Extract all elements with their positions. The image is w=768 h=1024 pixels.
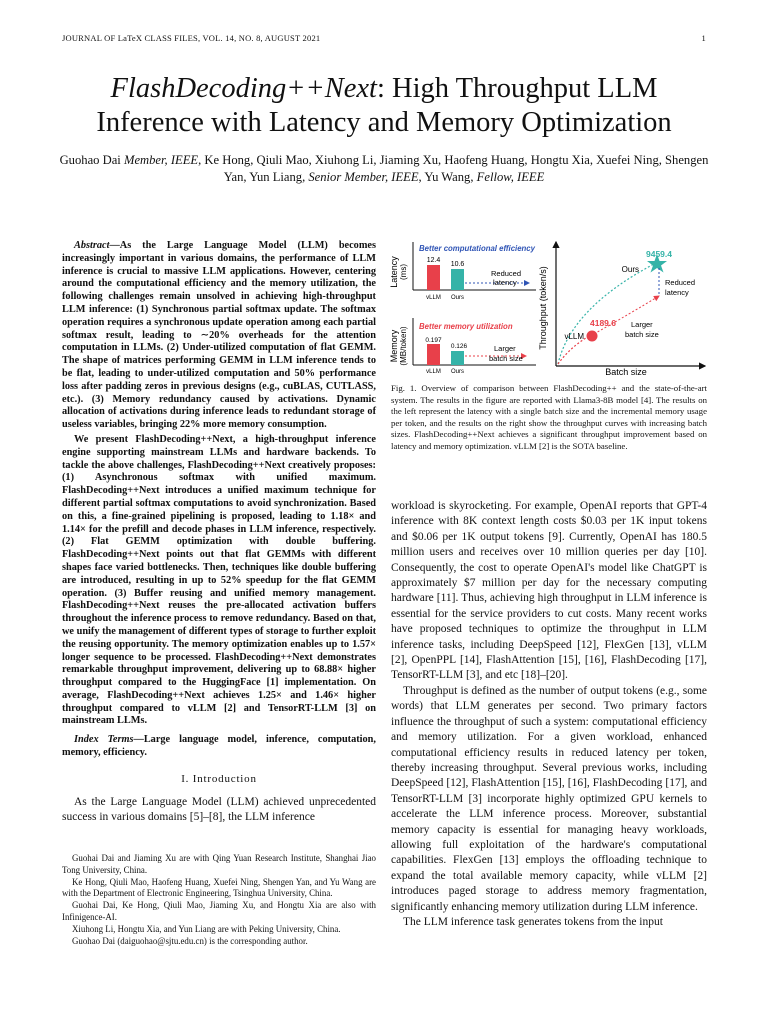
figure-1 [391,238,707,378]
latency-tick-ours: Ours [450,295,465,301]
latency-bar-ours [451,269,464,290]
figure-1-graphic [391,238,707,378]
index-terms-text: —Large language model, inference, computation, memory, efficiency. [62,734,376,759]
footnote: Ke Hong, Qiuli Mao, Haofeng Huang, Xuefei Ning, Shengen Yan, and Yu Wang are with the Department of Electronic Engineering, Tsinghua University, China. [62,876,376,899]
footnote: Xiuhong Li, Hongtu Xia, and Yun Liang are with Peking University, China. [72,923,341,934]
latency-tick-vllm: vLLM [426,295,441,301]
latency-axis-label: Latency [389,256,399,288]
memory-bar-vllm [427,344,440,365]
author-names-last: , Yu Wang, [418,170,474,184]
vllm-label: vLLM [564,332,584,341]
abstract-paragraph-2: We present FlashDecoding++Next, a high-throughput inference engine supporting mainstream LLMs and hardware backends. To tackle the above challenges, FlashDecoding++Next creatively proposes: (1) Asynchronous softmax with unified maximum. FlashDecoding++Next introduces a unified maximum technique for different partial softmax computations to avoid synchronization. Based on this, a fine-grained pipelining is proposed, leading to 1.18× and 1.14× for the prefill and decode phases in LLM inference, respectively. (2) Flat GEMM optimization with double buffering. FlashDecoding++Next points out that flat GEMMs with different shapes face varied bottlenecks. Then, techniques like double buffering are introduced, resulting in up to 52% speedup for the flat GEMM operation. (3) Buffer reusing and unified memory management. FlashDecoding++Next reuses the pre-allocated activation buffers throughout the inference process to remove redundancy. Based on that, we unify the management of different types of storage to further exploit the reusing opportunity. The memory optimization enables up to 1.57× longer sequence to be processed. FlashDecoding++Next demonstrates remarkable throughput improvement, delivering up to 68.88× higher throughput compared to the HuggingFace [1] implementation. On average, FlashDecoding++Next achieves 1.25× and 1.46× higher throughput compared to vLLM [2] and TensorRT-LLM [3] on mainstream LLMs. [62,433,376,727]
page-number: 1 [701,33,706,43]
abstract [62,240,376,760]
throughput-paragraph: Throughput is defined as the number of output tokens (e.g., some words) that LLM generates per second. Two primary factors influence the throughput of such a system: computational efficiency and memory utilization. For a given workload, enhanced computational efficiency results in reduced latency per token, thereby increasing throughput. Several previous works, including DeepSpeed [12], FlashAttention [15], [16], FlashDecoding [17], and TensorRT-LLM [3] incorporate highly optimized GPU kernels to accelerate the LLM inference process. Moreover, substantial memory capacity is essential for managing heavy workloads, allowing full exploitation of the hardware's computational capabilities. FlexGen [13] employs the offloading technique to expand the total available memory capacity, while vLLM [2] introduces paged storage to address memory fragmentation, significantly enhancing memory utilization during LLM inference. [391,684,707,913]
memory-axis-label: Memory [389,329,399,363]
memory-bar-ours [451,351,464,365]
title-part2: : High Throughput LLM [376,73,658,104]
memory-value-ours: 0.126 [450,343,468,350]
running-header [62,33,706,43]
latency-axis-unit: (ms) [399,264,408,280]
title-line2: Inference with Latency and Memory Optimization [96,107,672,138]
index-terms-label: Index Terms [74,734,134,746]
ours-throughput-curve [558,264,654,364]
memory-tick-vllm: vLLM [426,369,441,375]
latency-note-1: Reduced [491,269,522,278]
batch-size-axis-label: Batch size [605,367,647,377]
right-note-a1: Reduced [665,278,696,287]
abstract-text-1: —As the Large Language Model (LLM) becomes increasingly important in various domains, the performance of LLM inference is crucial to massive LLM applications. However, centering around the computational efficiency and the memory utilization, the following challenges remain unsolved in achieving high-throughput LLM inference: (1) Synchronous partial softmax update. The softmax operation requires a synchronous update operation among each partial softmax result, leading to ∼20% overheads for the attention computation in LLMs. (2) Under-utilized computation of flat GEMM. The shape of matrices performing GEMM in LLM inference tends to be flat, leading to under-utilized computation and 50% performance loss after padding zeros in previous designs (e.g., cuBLAS, CUTLASS, etc.). (3) Memory redundancy caused by activations. Dynamic allocation of activations during inference leads to redundant storage of useless variables, bringing 22% more memory consumption. [62,240,376,431]
throughput-axis-label: Throughput (token/s) [538,266,548,350]
latency-note-2: latency [493,278,517,287]
intro-continued: workload is skyrocketing. For example, OpenAI reports that GPT-4 inference with 8K context length costs $0.03 per 1K input tokens and $0.06 per 1K output tokens [9]. Currently, OpenAI has 180.5 million users and receives over 10 million queries per day [10]. Consequently, the cost to operate OpenAI's model like ChatGPT is approximately $7 million per day for the necessary computing hardware [11]. Thus, achieving high throughput in LLM inference is essential for the service providers to cut costs. Many recent works have proposed techniques to optimize the throughput in LLM inference tasks, including DeepSpeed [12], FlexGen [13], vLLM [2], OpenPPL [14], FlashAttention [15], [16], FlashDecoding [17], TensorRT-LLM [3], and etc [18]–[20]. [391,500,707,682]
latency-value-vllm: 12.4 [426,257,441,264]
intro-text: As the Large Language Model (LLM) achieved unprecedented success in various domains [5]–[8], the LLM inference [62,796,376,824]
author-1-membership: Member, IEEE [123,153,199,167]
latency-value-ours: 10.6 [450,261,465,268]
vllm-throughput-value: 4189.6 [590,318,616,328]
right-note-a2: latency [665,288,689,297]
memory-note-2: batch size [489,354,523,363]
section-heading: I. Introduction [181,773,257,785]
author-membership-fellow: Fellow, IEEE [476,170,545,184]
memory-value-vllm: 0.197 [425,337,442,344]
ours-label: Ours [621,265,639,274]
author-1: Guohao Dai [59,153,121,167]
latency-panel-title: Better computational efficiency [419,244,535,253]
right-column-text [391,499,707,930]
index-terms [62,734,376,760]
journal-name: JOURNAL OF LaTeX CLASS FILES, VOL. 14, NO. 8, AUGUST 2021 [62,33,321,43]
vllm-dot-marker [587,331,598,342]
footnotes [62,853,376,947]
author-names: , Ke Hong, Qiuli Mao, Xiuhong Li, Jiaming Xu, Haofeng Huang, Hongtu Xia, Xuefei Ning, Shengen Yan, Yun Liang, [198,153,709,184]
abstract-paragraph-1 [62,240,376,432]
right-note-b2: batch size [625,330,659,339]
title-system-name: FlashDecoding++Next [110,73,377,104]
ours-throughput-value: 9459.4 [646,249,672,259]
intro-paragraph [62,795,376,826]
memory-panel-title: Better memory utilization [419,322,513,331]
next-paragraph: The LLM inference task generates tokens from the input [403,915,663,928]
latency-bar-vllm [427,265,440,290]
footnote: Guohao Dai (daiguohao@sjtu.edu.cn) is the corresponding author. [72,935,308,946]
figure-caption: Fig. 1. Overview of comparison between FlashDecoding++ and the state-of-the-art system. The results in the figure are reported with Llama3-8B model [4]. The results on the left represent the latency with a single batch size and the incremental memory usage per token, and the results on the right show the throughput curves with increasing batch sizes. FlashDecoding++Next achieves a significant throughput improvement based on latency and memory optimization. vLLM [2] is the SOTA baseline. [391,383,707,451]
footnote: Guohai Dai, Ke Hong, Qiuli Mao, Jiaming Xu, and Hongtu Xia are also with Infinigence-AI. [62,900,376,922]
footnote: Guohai Dai and Jiaming Xu are with Qing Yuan Research Institute, Shanghai Jiao Tong University, China. [62,853,376,875]
memory-note-1: Larger [494,344,516,353]
abstract-label: Abstract [74,240,110,251]
memory-tick-ours: Ours [450,369,465,375]
right-note-b1: Larger [631,320,653,329]
author-membership-senior: Senior Member, IEEE [308,170,419,184]
paper-title [40,72,728,140]
author-list [50,152,718,186]
memory-axis-unit: (MB/token) [399,326,408,366]
